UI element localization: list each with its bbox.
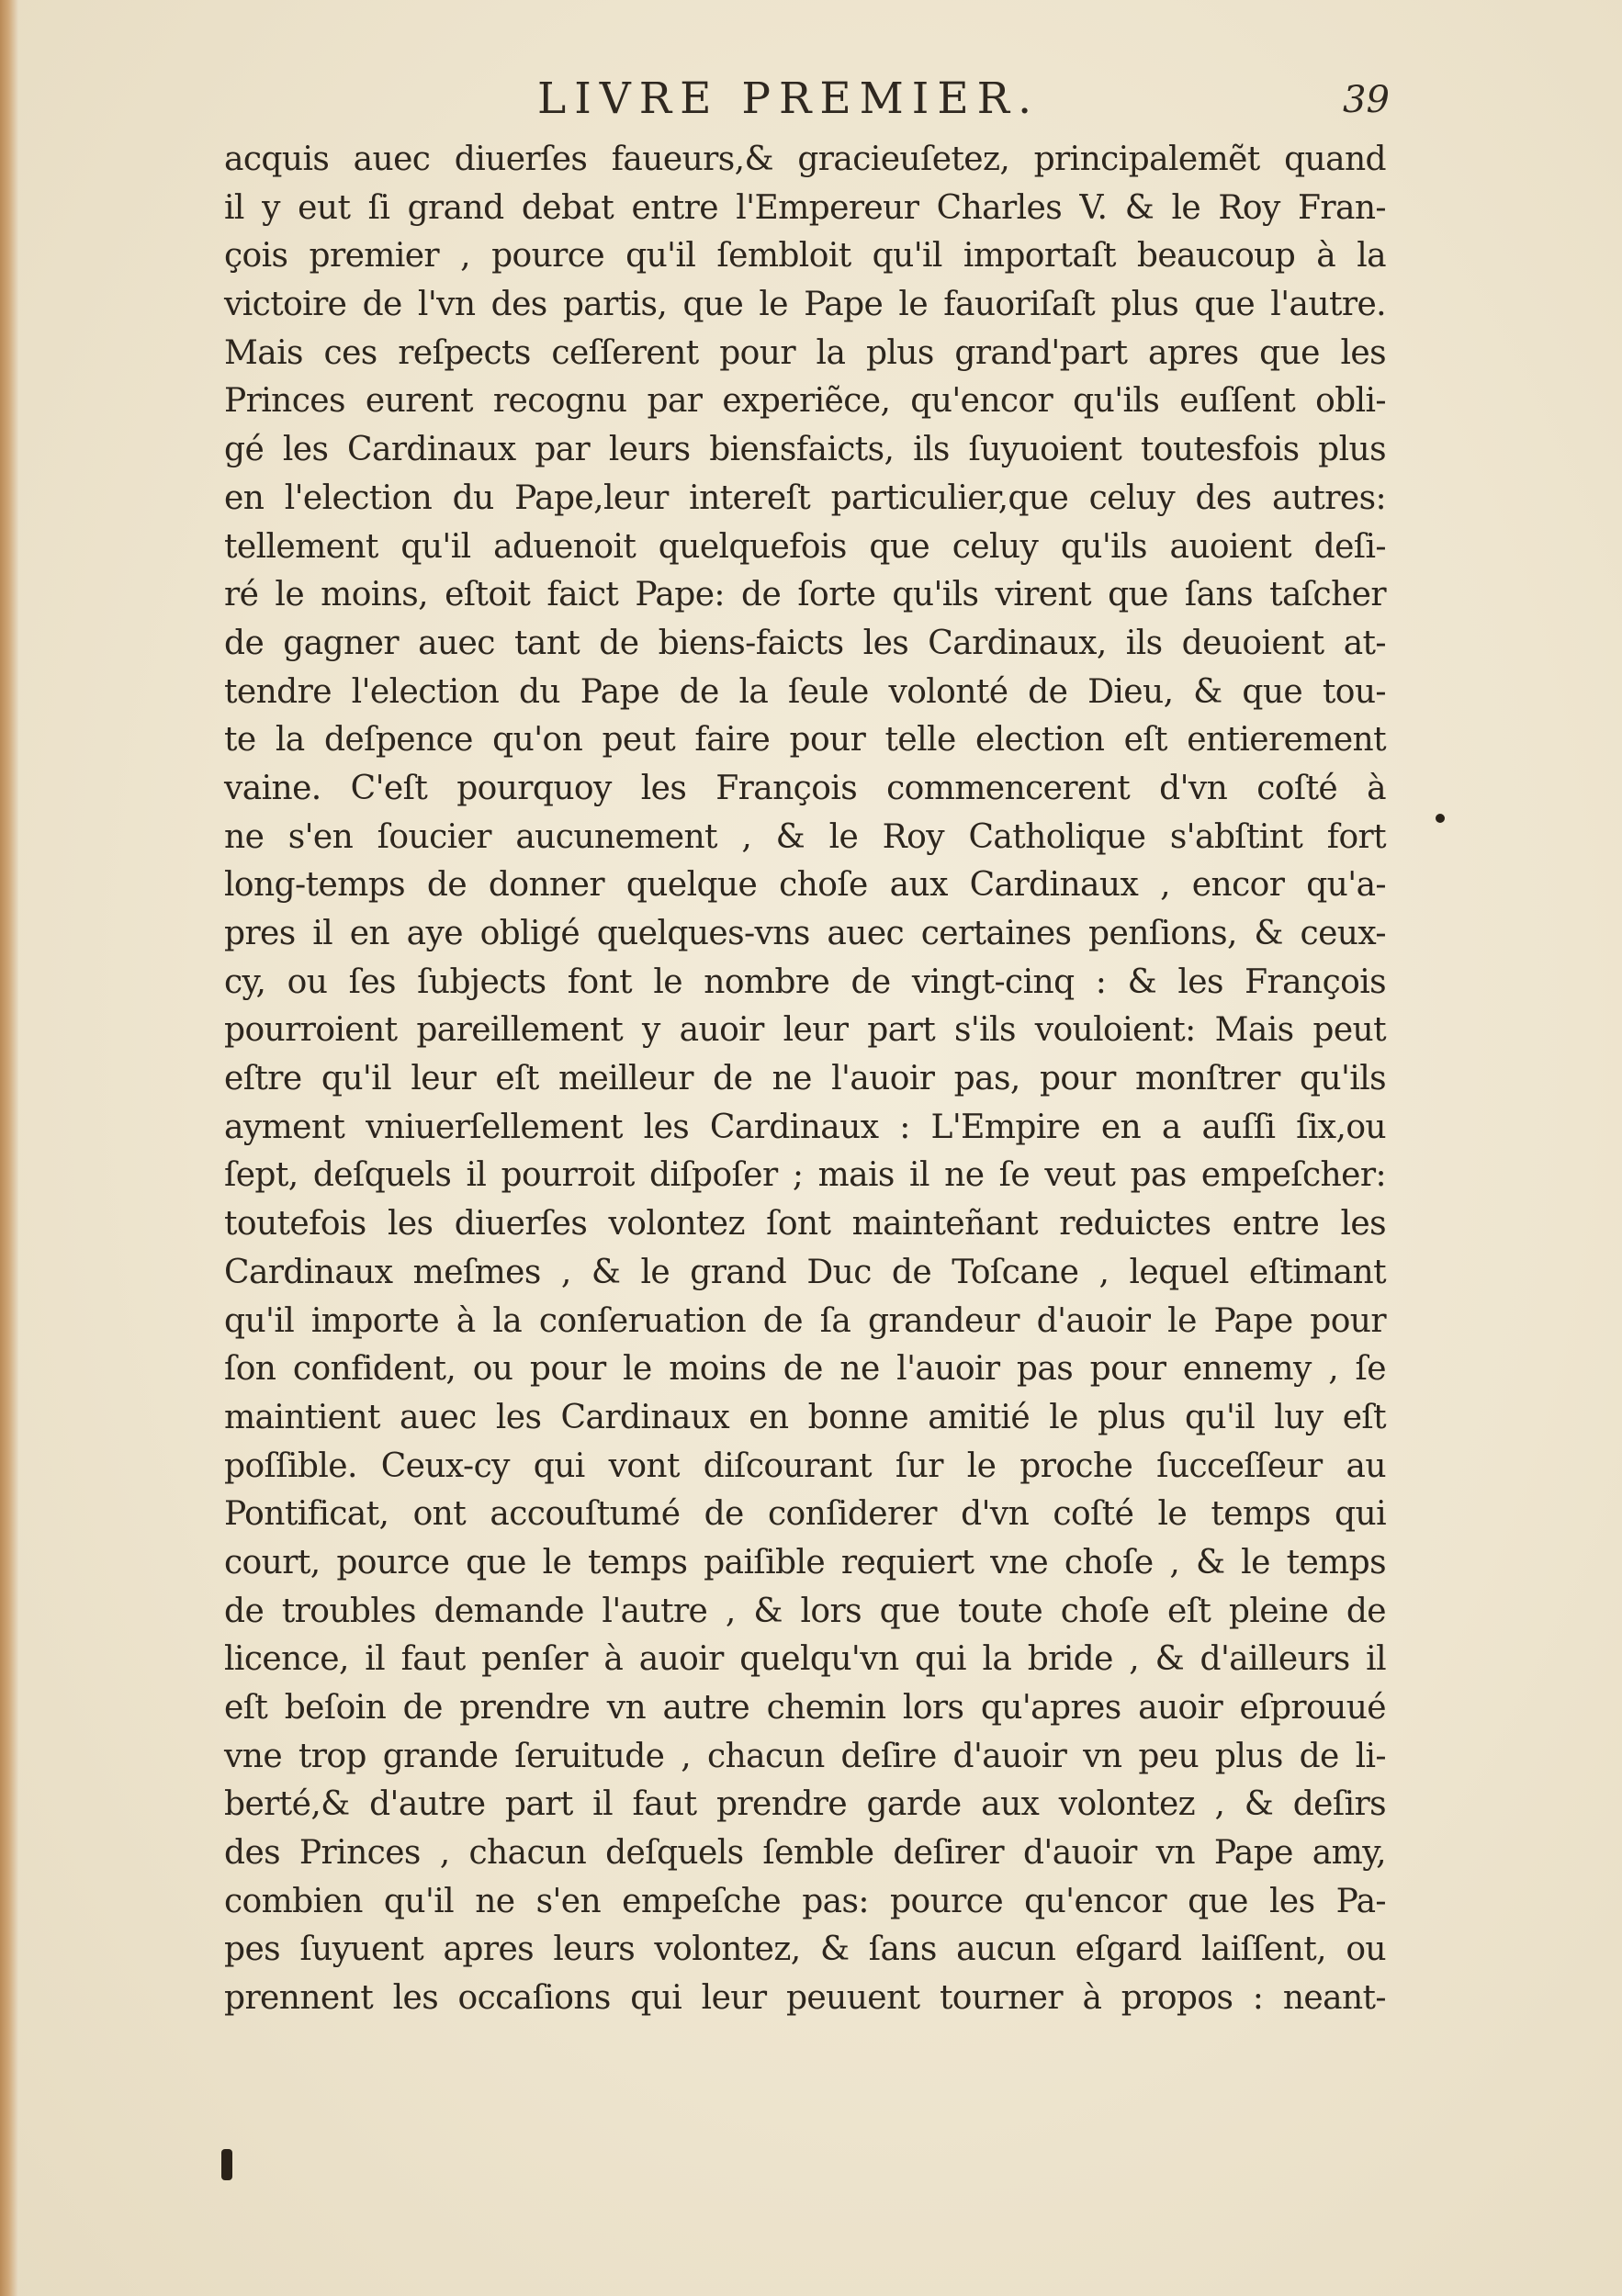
text-line: cy, ou ſes ſubjects font le nombre de vingt-cinq : & les François xyxy=(224,962,1386,1001)
text-line: vne trop grande ſeruitude , chacun deſire d'auoir vn peu plus de li- xyxy=(224,1737,1386,1775)
page-number: 39 xyxy=(1343,79,1390,121)
text-line: eſtre qu'il leur eſt meilleur de ne l'auoir pas, pour monſtrer qu'ils xyxy=(224,1060,1386,1098)
text-line: Mais ces reſpects ceſſerent pour la plus grand'part apres que les xyxy=(224,333,1386,372)
chapter-title: LIVRE PREMIER. xyxy=(537,73,1041,124)
text-line: ſon confident, ou pour le moins de ne l'auoir pas pour ennemy , ſe xyxy=(224,1350,1386,1389)
text-line: poſſible. Ceux-cy qui vont diſcourant ſur le proche ſucceſſeur au xyxy=(224,1446,1386,1485)
text-line: toutefois les diuerſes volontez ſont mainteñant reduictes entre les xyxy=(224,1205,1386,1244)
text-line: vaine. C'eſt pourquoy les François commencerent d'vn coſté à xyxy=(224,769,1386,807)
text-line: ré le moins, eſtoit faict Pape: de ſorte qu'ils virent que ſans taſcher xyxy=(224,576,1386,614)
text-line: pourroient pareillement y auoir leur part s'ils vouloient: Mais peut xyxy=(224,1011,1386,1050)
text-line: long-temps de donner quelque choſe aux Cardinaux , encor qu'a- xyxy=(224,866,1386,905)
running-head xyxy=(0,73,1622,129)
text-line: acquis auec diuerſes faueurs,& gracieuſetez, principalemẽt quand xyxy=(224,141,1386,178)
text-line: ſept, deſquels il pourroit diſpoſer ; mais il ne ſe veut pas empeſcher: xyxy=(224,1156,1386,1195)
text-line: court, pource que le temps paiſible requiert vne choſe , & le temps xyxy=(224,1543,1386,1581)
text-line: te la deſpence qu'on peut faire pour telle election eſt entierement xyxy=(224,721,1386,760)
ink-blot-mark xyxy=(221,2149,232,2180)
text-line: combien qu'il ne s'en empeſche pas: pource qu'encor que les Pa- xyxy=(224,1882,1386,1920)
margin-dot xyxy=(1436,814,1445,823)
text-line: victoire de l'vn des partis, que le Pape le fauoriſaſt plus que l'autre. xyxy=(224,286,1386,324)
text-line: tendre l'election du Pape de la ſeule volonté de Dieu, & que tou- xyxy=(224,672,1386,711)
text-line: prennent les occaſions qui leur peuuent tourner à propos : neant- xyxy=(224,1979,1386,2018)
text-line: licence, il faut penſer à auoir quelqu'vn qui la bride , & d'ailleurs il xyxy=(224,1640,1386,1679)
text-line: tellement qu'il aduenoit quelquefois que celuy qu'ils auoient deſi- xyxy=(224,527,1386,566)
text-line: en l'election du Pape,leur intereſt particulier,que celuy des autres: xyxy=(224,478,1386,517)
text-line: de gagner auec tant de biens-faicts les Cardinaux, ils deuoient at- xyxy=(224,624,1386,662)
text-line: pres il en aye obligé quelques-vns auec certaines penſions, & ceux- xyxy=(224,915,1386,952)
text-line: qu'il importe à la conſeruation de ſa grandeur d'auoir le Pape pour xyxy=(224,1301,1386,1340)
text-line: ayment vniuerſellement les Cardinaux : L'Empire en a auſſi ſix,ou xyxy=(224,1108,1386,1146)
text-line: Cardinaux meſmes , & le grand Duc de Toſcane , lequel eſtimant xyxy=(224,1253,1386,1291)
text-line: Princes eurent recognu par experiẽce, qu'encor qu'ils euſſent obli- xyxy=(224,382,1386,421)
text-line: il y eut ſi grand debat entre l'Empereur Charles V. & le Roy Fran- xyxy=(224,188,1386,227)
body-text xyxy=(224,136,1386,2023)
text-line: pes ſuyuent apres leurs volontez, & ſans aucun eſgard laiſſent, ou xyxy=(224,1930,1386,1969)
text-line: ne s'en ſoucier aucunement , & le Roy Catholique s'abſtint fort xyxy=(224,817,1386,856)
text-line: des Princes , chacun deſquels ſemble deſirer d'auoir vn Pape amy, xyxy=(224,1834,1386,1873)
text-line: berté,& d'autre part il faut prendre garde aux volontez , & deſirs xyxy=(224,1785,1386,1824)
text-line: de troubles demande l'autre , & lors que toute choſe eſt pleine de xyxy=(224,1592,1386,1630)
text-line: Pontificat, ont accouſtumé de conſiderer d'vn coſté le temps qui xyxy=(224,1495,1386,1534)
text-line: çois premier , pource qu'il ſembloit qu'il importaſt beaucoup à la xyxy=(224,237,1386,276)
text-line: eſt beſoin de prendre vn autre chemin lors qu'apres auoir eſprouué xyxy=(224,1689,1386,1727)
text-line: maintient auec les Cardinaux en bonne amitié le plus qu'il luy eſt xyxy=(224,1398,1386,1436)
text-line: gé les Cardinaux par leurs biensfaicts, ils ſuyuoient toutesfois plus xyxy=(224,431,1386,469)
page-spine-edge xyxy=(0,0,18,2296)
